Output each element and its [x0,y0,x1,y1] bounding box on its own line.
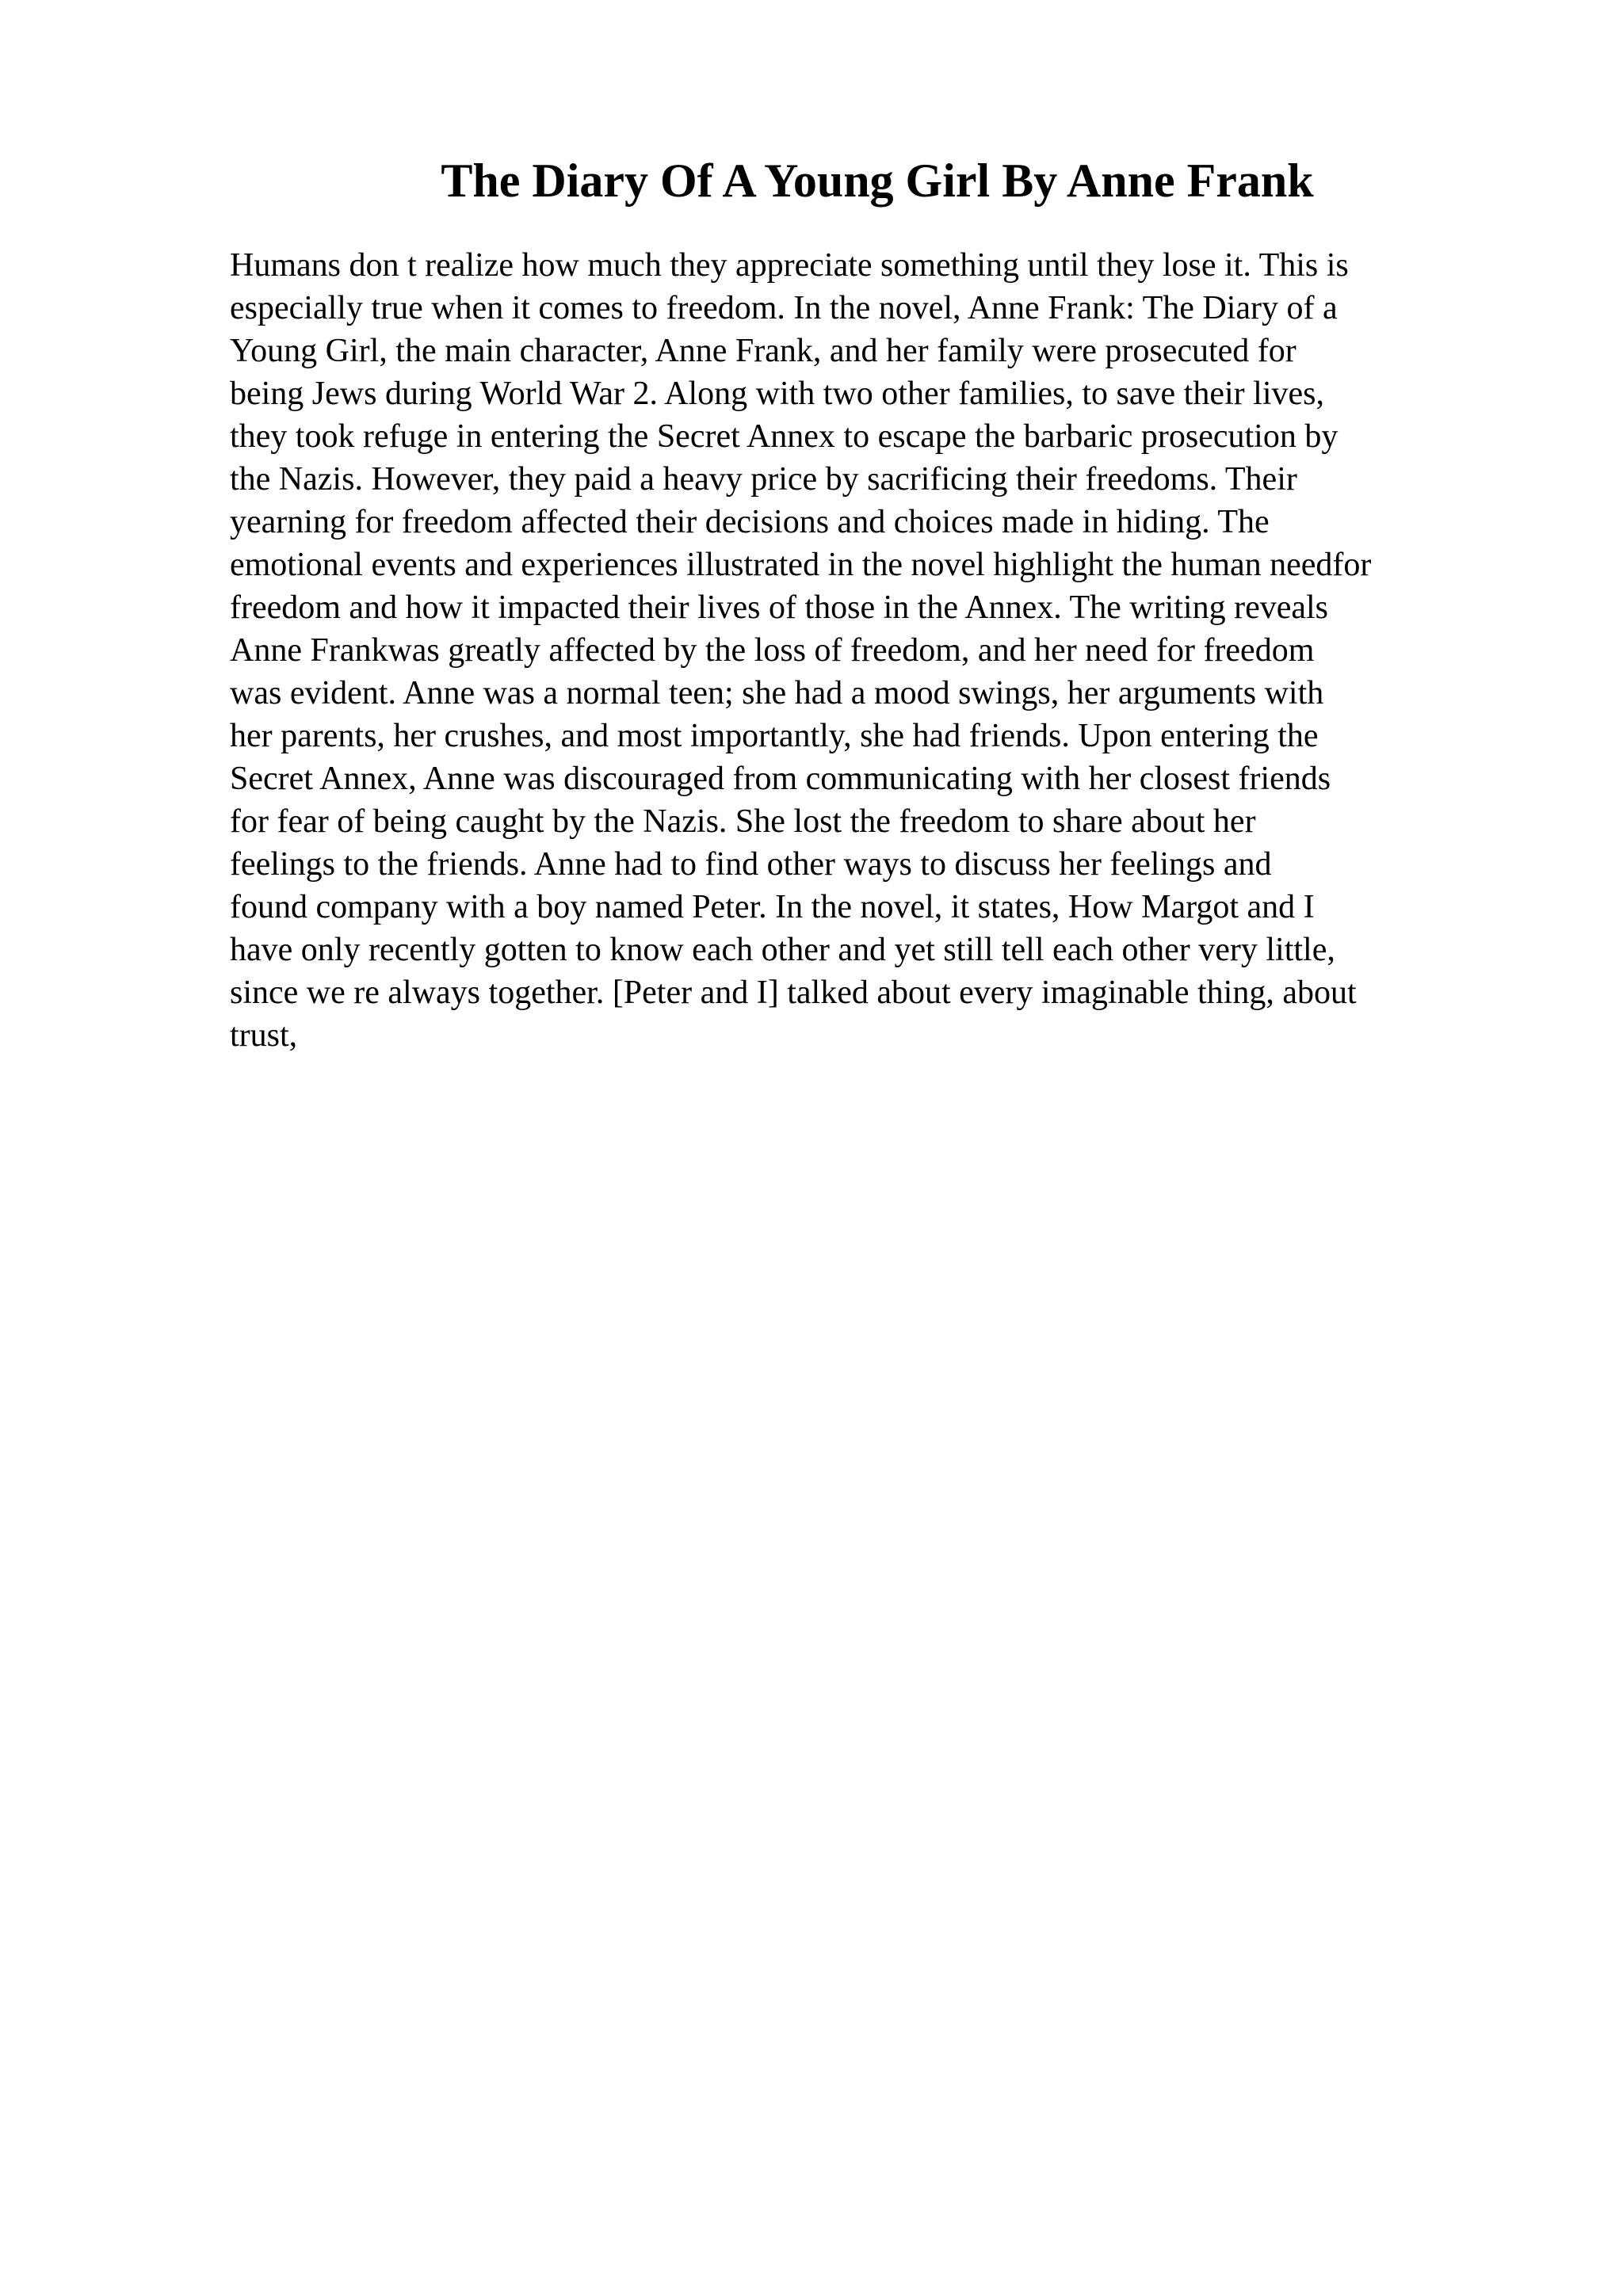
body-line: since we re always together. [Peter and I] talked about every imaginable thing, about [230,974,1357,1011]
body-line: especially true when it comes to freedom. In the novel, Anne Frank: The Diary of a [230,290,1338,326]
body-line: her parents, her crushes, and most importantly, she had friends. Upon entering the [230,718,1319,754]
body-line: emotional events and experiences illustrated in the novel highlight the human needfor [230,547,1372,583]
body-line: have only recently gotten to know each other and yet still tell each other very little, [230,932,1335,968]
body-line: feelings to the friends. Anne had to find other ways to discuss her feelings and [230,846,1272,883]
body-line: found company with a boy named Peter. In the novel, it states, How Margot and I [230,889,1315,925]
body-line: being Jews during World War 2. Along with two other families, to save their lives, [230,376,1324,412]
body-line: Humans don t realize how much they appreciate something until they lose it. This is [230,247,1349,284]
document-body [230,244,1577,1057]
body-line: they took refuge in entering the Secret Annex to escape the barbaric prosecution by [230,418,1338,455]
body-line: trust, [230,1017,298,1054]
body-line: freedom and how it impacted their lives of those in the Annex. The writing reveals [230,589,1329,626]
body-line: was evident. Anne was a normal teen; she had a mood swings, her arguments with [230,675,1324,711]
body-line: Young Girl, the main character, Anne Frank, and her family were prosecuted for [230,333,1296,369]
body-line: the Nazis. However, they paid a heavy price by sacrificing their freedoms. Their [230,461,1297,498]
body-line: Secret Annex, Anne was discouraged from communicating with her closest friends [230,761,1331,797]
body-line: for fear of being caught by the Nazis. She lost the freedom to share about her [230,803,1256,840]
body-line: Anne Frankwas greatly affected by the loss of freedom, and her need for freedom [230,632,1315,669]
body-line: yearning for freedom affected their decisions and choices made in hiding. The [230,504,1270,540]
document-title: The Diary Of A Young Girl By Anne Frank [441,154,1314,207]
